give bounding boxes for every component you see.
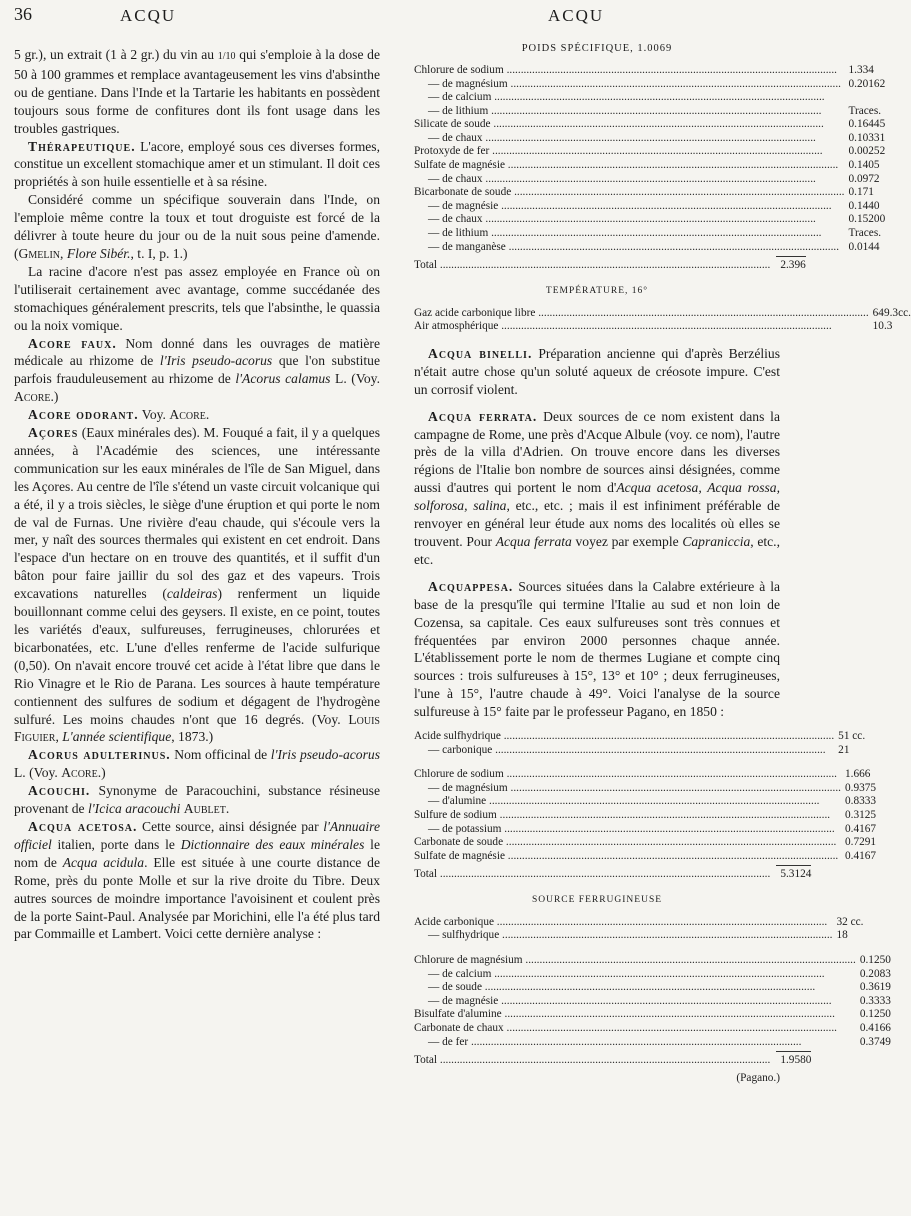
analysis-component: — de magnésium ..... [414,782,841,796]
analysis-component: — de magnésie ..... [414,200,845,214]
entry-acouchi: Acouchi. Synonyme de Paracouchini, substance résineuse provenant de l'Icica aracouchi Aublet. [14,783,380,817]
entry-acqua-acetosa: Acqua acetosa. Cette source, ainsi désignée par l'Annuaire officiel italien, porte dans le Dictionnaire des eaux minérales le nom de Acqua acidula. Elle est située à une courte distance de Rome, près du ponte Molle et sur la rive droite du Tibre. Deux autres sources de moindre importance l'avoisinent et coulent près de la porte Saint-Paul. Analysée par Morichini, elle l'a été plus tard par Commaille et Lambert. Voici cette dernière analyse : [14,818,380,942]
analysis-row [414,159,885,173]
entry-heading: Acore faux. [28,335,117,351]
analysis-value: 32 cc. [836,915,864,928]
entry-heading: Acqua ferrata. [428,408,538,424]
analysis-row [414,981,891,995]
analysis-value: 0.0144 [848,240,880,253]
analysis-component: Acide carbonique ..... [414,916,833,930]
analysis-row [414,1036,891,1050]
analysis-component: — de manganèse ..... [414,241,845,255]
analysis-component: — sulfhydrique ..... [414,929,833,943]
analysis-table-acetosa [414,64,885,254]
left-column [14,46,380,943]
analysis-value: 0.1440 [848,199,880,212]
analysis-value: 1.334 [848,63,874,76]
analysis-table-gases [414,307,911,334]
analysis-component: — de magnésie ..... [414,995,856,1009]
analysis-value: 0.2083 [859,967,891,980]
analysis-component: — de calcium ..... [414,968,856,982]
entry-heading: Acqua binelli. [428,345,533,361]
analysis-value: 0.1250 [859,1008,891,1021]
analysis-value: 51 cc. [838,730,866,743]
analysis-table-sulfureuse [414,768,876,863]
analysis-value: 0.4167 [844,822,877,835]
analysis-component: Carbonate de chaux ..... [414,1022,856,1036]
analysis-component: Acide sulfhydrique ..... [414,730,834,744]
analysis-subtitle: TEMPÉRATURE, 16° [545,285,649,296]
analysis-value: 18 [836,929,848,942]
entry-acore-odorant: Acore odorant. Voy. Acore. [28,407,210,423]
paragraph: Considéré comme un spécifique souverain dans l'Inde, on l'emploie même contre la toux et tout droguiste est forcé de la délivrer à toute heure du jour ou de la nuit sous peine d'amende. (Gmelin, Flore Sibér., t. I, p. 1.) [14,192,380,261]
analysis-component: — de magnésium ..... [414,78,845,92]
analysis-row [414,968,891,982]
entry-heading: Acqua acetosa. [28,818,138,834]
analysis-component: — de calcium ..... [414,91,845,105]
analysis-row [414,850,876,864]
entry-heading: Acore odorant. [28,407,139,423]
analysis-row [414,118,885,132]
entry-heading: Acouchi. [28,783,91,799]
analysis-row [414,173,885,187]
section-heading: Thérapeutique. [28,138,136,154]
analysis-row [414,795,876,809]
analysis-component: Carbonate de soude ..... [414,836,841,850]
analysis-row [414,105,885,119]
analysis-value: 0.20162 [848,77,886,90]
analysis-row [414,320,911,334]
analysis-value: 0.4166 [859,1022,891,1035]
analysis-value: 1.666 [844,768,871,781]
analysis-component: Chlorure de magnésium ..... [414,954,856,968]
analysis-component: — de chaux ..... [414,132,845,146]
paragraph-continued: 5 gr.), un extrait (1 à 2 gr.) du vin au 1/10 qui s'emploie à la dose de 50 à 100 grammes et remplace avantageusement les vins d'absinthe ou de gentiane. Dans l'Inde et la Tartarie les habitants en possèdent toujours sous forme de confitures dont ils font usage dans les troubles gastriques. [14,47,380,136]
analysis-value: 0.3125 [844,809,877,821]
paragraph: La racine d'acore n'est pas assez employée en France où on l'utiliserait certainement avec avantage, comme succédanée des stomachiques généralement prescrits, tels que l'absinthe, le quassia ou la noix vomique. [14,263,380,333]
analysis-component: Air atmosphérique ..... [414,320,869,334]
analysis-row [414,78,885,92]
analysis-component: — de soude ..... [414,981,856,995]
analysis-row [414,241,885,255]
analysis-row [414,744,865,758]
analysis-component: Silicate de soude ..... [414,118,845,132]
analysis-component: — carbonique ..... [414,744,834,758]
analysis-component: Gaz acide carbonique libre ..... [414,307,869,321]
entry-acqua-binelli: Acqua binelli. Préparation ancienne qui d'après Berzélius n'était autre chose qu'un soluté aqueux de créosote impure. C'est un corrosif violent. [414,345,780,397]
analysis-component: — de potassium ..... [414,823,841,837]
analysis-value: 0.3749 [859,1035,891,1048]
analysis-value: 0.7291 [844,836,877,849]
analysis-row [414,132,885,146]
analysis-value: 0.3619 [859,981,891,994]
analysis-title: POIDS SPÉCIFIQUE, 1.0069 [521,43,673,54]
analysis-component: Chlorure de sodium ..... [414,768,841,782]
analysis-value [845,91,886,105]
analysis-row [414,213,885,227]
analysis-row [414,782,876,796]
analysis-component: — de chaux ..... [414,173,845,187]
analysis-row [414,91,885,105]
analysis-row [414,995,891,1009]
analysis-total: Total ..... 2.396 [414,256,806,273]
entry-acqua-ferrata: Acqua ferrata. Deux sources de ce nom existent dans la campagne de Rome, une près d'Acque Albule (voy. ce nom), l'autre près de la villa d'Adrien. On trouve encore dans les diverses régions de l'Italie bon nombre de sources ainsi désignées, comme aussi d'autres qui portent le nom d'Acqua acetosa, Acqua rossa, solforosa, salina, etc., etc. ; mais il est infiniment préférable de renvoyer en général leur étude aux noms des localités où elles se trouvent. Pour Acqua ferrata voyez par exemple Capranicciа, etc., etc. [414,408,781,567]
analysis-value: 0.00252 [848,145,886,158]
paragraph-therapeutique: Thérapeutique. L'acore, employé sous ces diverses formes, constitue un excellent stomachique amer et un stimulant. Il doit ces propriétés à son huile essentielle et à sa résine. [14,138,380,190]
entry-heading: Acorus adulterinus. [28,747,171,763]
analysis-row [414,954,891,968]
analysis-row [414,916,863,930]
analysis-row [414,200,885,214]
analysis-value: Traces. [848,104,882,117]
analysis-value: 0.10331 [848,131,886,144]
analysis-value: 0.9375 [844,781,877,794]
analysis-component: Bisulfate d'alumine ..... [414,1008,856,1022]
analysis-value: 21 [838,743,850,756]
analysis-value: 649.3cc. [872,306,911,319]
analysis-source: (Pagano.) [736,1071,780,1084]
analysis-total: Total ..... 1.9580 [414,1051,811,1068]
analysis-table-ferrugineuse-gases [414,916,863,943]
analysis-component: Bicarbonate de soude ..... [414,186,845,200]
analysis-value: 0.1405 [848,159,880,172]
analysis-component: Protoxyde de fer ..... [414,145,845,159]
running-head-right: ACQU [548,6,605,25]
running-head-left: ACQU [120,6,177,25]
analysis-component: — de chaux ..... [414,213,845,227]
analysis-row [414,730,865,744]
analysis-value: 0.16445 [848,118,886,131]
analysis-value: 0.15200 [848,213,886,226]
analysis-row [414,145,885,159]
analysis-row [414,836,876,850]
analysis-table-ferrugineuse [414,954,891,1049]
analysis-value: 0.1250 [859,954,891,967]
entry-acores: Açores (Eaux minérales des). M. Fouqué a fait, il y a quelques années, à l'Académie des sciences, une intéressante communication sur les eaux minérales de l'île de San Miguel, dans les Açores. Au centre de l'île s'étend un vaste circuit volcanique qui a été, il y a trois siècles, le siège d'une éruption et qui porte le nom de val de Furnas. Une rivière d'eau chaude, qui s'écoule vers la mer, y naît des sources thermales qui existent en cet endroit. Dans l'espace d'un hectare on en trouve des quantités, et il suffit d'un bâton pour faire jaillir du sol des gaz et des vapeurs. Trois excavations naturelles (caldeiras) renferment un liquide bouillonnant comme celui des geysers. Il existe, en ce point, toutes les variétés d'eaux, sulfureuses, ferrugineuses, chlorurées et bicarbonatées, etc. L'une d'elles renferme de l'acide sulfurique (0,50). On n'avait encore trouvé cet acide à l'état libre que dans le Rio Vinagre et le Rio de Parana. Les sources à haute température contiennent des sulfures de sodium et dégagent de l'hydrogène sulfuré. Les moins chaudes n'ont que 16 degrés. (Voy. Louis Figuier, L'année scientifique, 1873.) [14,425,380,745]
analysis-subtitle: SOURCE FERRUGINEUSE [531,894,663,905]
analysis-row [414,227,885,241]
analysis-row [414,186,885,200]
analysis-value: Traces. [848,227,882,240]
analysis-total: Total ..... 5.3124 [414,865,811,882]
analysis-component: Sulfate de magnésie ..... [414,850,841,864]
analysis-row [414,929,863,943]
analysis-row [414,768,876,782]
analysis-row [414,1008,891,1022]
analysis-value: 0.8333 [844,795,877,808]
analysis-component: — d'alumine ..... [414,795,841,809]
analysis-row [414,64,885,78]
analysis-component: Sulfate de magnésie ..... [414,159,845,173]
right-column [414,40,911,1088]
analysis-row [414,823,876,837]
analysis-value: 0.0972 [848,172,880,185]
analysis-component: Chlorure de sodium ..... [414,64,845,78]
analysis-value: 10.3 [872,320,893,333]
analysis-component: — de fer ..... [414,1036,856,1050]
entry-acorus-adulterinus: Acorus adulterinus. Nom officinal de l'Iris pseudo-acorus L. (Voy. Acore.) [14,747,380,781]
page-number: 36 [14,4,32,24]
entry-acquappesa: Acquappesa. Sources situées dans la Calabre extérieure à la base de la presqu'île qui termine l'Italie au sud et non loin de Cozensa, sa capitale. Ces eaux sulfureuses sont très connues et fréquentées par environ 2000 personnes chaque année. L'établissement porte le nom de thermes Lugiane et compte cinq sources : trois sulfureuses à 15°, 13° et 10° ; deux ferrugineuses, l'une à 15°, l'autre chaude à 49°. Voici l'analyse de la source sulfureuse à 15° faite par le professeur Pagano, en 1850 : [414,578,780,720]
analysis-row [414,1022,891,1036]
entry-heading: Acquappesa. [428,578,514,594]
analysis-component: — de lithium ..... [414,105,845,119]
entry-heading: Açores [28,425,79,441]
analysis-row [414,809,876,823]
analysis-row [414,307,911,321]
analysis-value: 0.4167 [844,849,877,862]
entry-acore-faux: Acore faux. Nom donné dans les ouvrages de matière médicale au rhizome de l'Iris pseudo-acorus que l'on substitue parfois frauduleusement au rhizome de l'Acorus calamus L. (Voy. Acore.) [14,335,380,405]
analysis-table-sulfureuse-gases [414,730,865,757]
analysis-component: — de lithium ..... [414,227,845,241]
analysis-component: Sulfure de sodium ..... [414,809,841,823]
analysis-value: 0.171 [848,186,874,199]
analysis-value: 0.3333 [859,994,891,1007]
